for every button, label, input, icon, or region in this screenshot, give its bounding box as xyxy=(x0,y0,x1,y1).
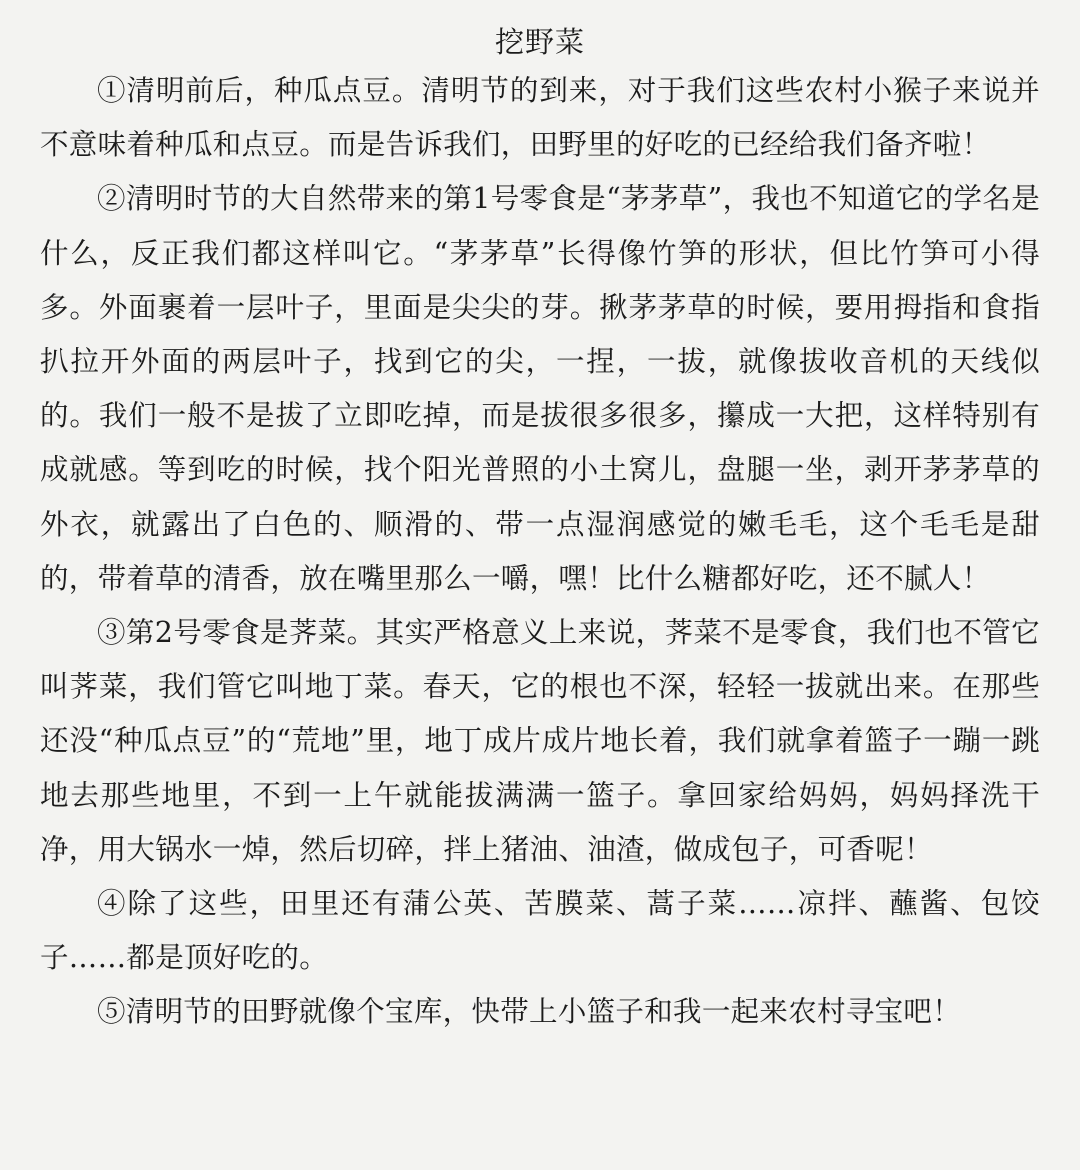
paragraph-marker: ③ xyxy=(97,616,126,650)
page-title: 挖野菜 xyxy=(494,25,585,59)
paragraph-3 xyxy=(40,606,1040,877)
paragraph-text: 清明时节的大自然带来的第1号零食是“茅茅草”，我也不知道它的学名是什么，反正我们都这样叫它。“茅茅草”长得像竹笋的形状，但比竹笋可小得多。外面裹着一层叶子，里面是尖尖的芽。揪茅茅草的时候，要用拇指和食指扒拉开外面的两层叶子，找到它的尖，一捏，一拔，就像拔收音机的天线似的。我们一般不是拔了立即吃掉，而是拔很多很多，攥成一大把，这样特别有成就感。等到吃的时候，找个阳光普照的小土窝儿，盘腿一坐，剥开茅茅草的外衣，就露出了白色的、顺滑的、带一点湿润感觉的嫩毛毛，这个毛毛是甜的，带着草的清香，放在嘴里那么一嚼，嘿！比什么糖都好吃，还不腻人！ xyxy=(40,182,1040,595)
paragraph-marker: ⑤ xyxy=(97,995,126,1029)
paragraph-2 xyxy=(40,172,1040,606)
paragraph-marker: ② xyxy=(97,182,126,216)
paragraph-1 xyxy=(40,64,1040,172)
paragraph-text: 清明前后，种瓜点豆。清明节的到来，对于我们这些农村小猴子来说并不意味着种瓜和点豆。而是告诉我们，田野里的好吃的已经给我们备齐啦！ xyxy=(40,74,1040,162)
paragraph-marker: ① xyxy=(97,74,127,107)
paragraph-text: 第2号零食是荠菜。其实严格意义上来说，荠菜不是零食，我们也不管它叫荠菜，我们管它叫地丁菜。春天，它的根也不深，轻轻一拔就出来。在那些还没“种瓜点豆”的“荒地”里，地丁成片成片地长着，我们就拿着篮子一蹦一跳地去那些地里，不到一上午就能拔满满一篮子。拿回家给妈妈，妈妈择洗干净，用大锅水一焯，然后切碎，拌上猪油、油渣，做成包子，可香呢！ xyxy=(40,616,1040,866)
paragraph-text: 清明节的田野就像个宝库，快带上小篮子和我一起来农村寻宝吧！ xyxy=(125,995,962,1029)
paragraph-5 xyxy=(40,985,1040,1039)
paragraph-marker: ④ xyxy=(97,887,128,921)
paragraph-4 xyxy=(40,877,1040,985)
paragraph-text: 除了这些，田里还有蒲公英、苦膜菜、蒿子菜……凉拌、蘸酱、包饺子……都是顶好吃的。 xyxy=(40,887,1040,975)
